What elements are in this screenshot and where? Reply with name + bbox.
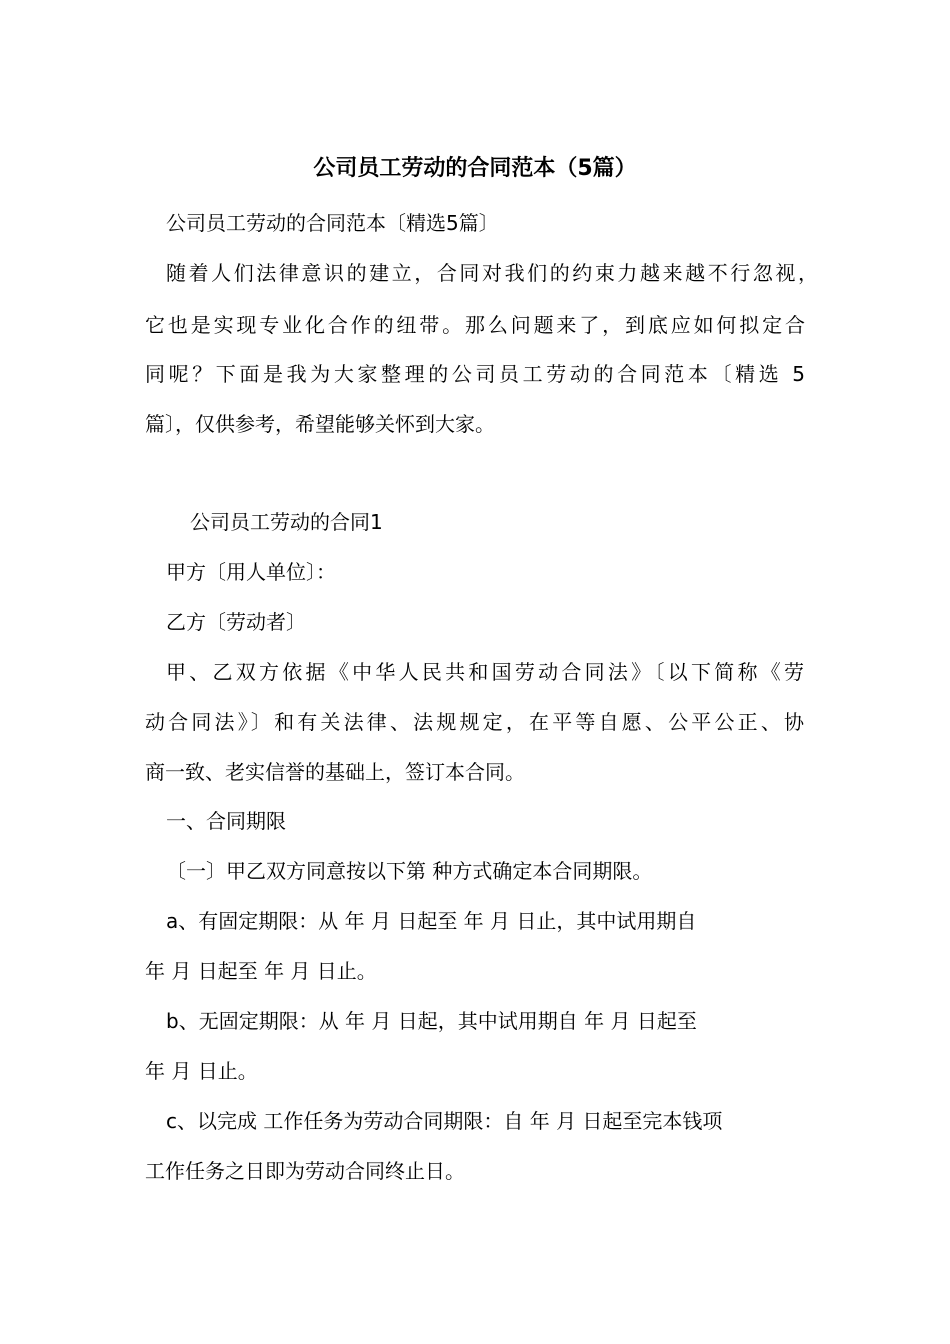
section-heading: 公司员工劳动的合同1 <box>190 510 383 534</box>
option-a-line: a、有固定期限：从 年 月 日起至 年 月 日止，其中试用期自 <box>166 909 697 933</box>
intro-line: 随着人们法律意识的建立，合同对我们的约束力越来越不行忽视， <box>166 261 818 285</box>
option-c-line: c、以完成 工作任务为劳动合同期限：自 年 月 日起至完本钱项 <box>166 1109 723 1133</box>
basis-line: 甲、乙双方依据《中华人民共和国劳动合同法》〔以下简称《劳 <box>166 660 804 684</box>
document-title: 公司员工劳动的合同范本（5篇） <box>313 156 637 181</box>
party-b-line: 乙方〔劳动者〕 <box>166 610 306 634</box>
document-subtitle: 公司员工劳动的合同范本〔精选5篇〕 <box>166 211 499 235</box>
intro-line: 同呢？下面是我为大家整理的公司员工劳动的合同范本〔精选 5 <box>145 362 805 386</box>
option-b-line: b、无固定期限：从 年 月 日起，其中试用期自 年 月 日起至 <box>166 1009 697 1033</box>
basis-line: 动合同法》〕和有关法律、法规规定，在平等自愿、公平公正、协 <box>145 710 804 734</box>
party-a-line: 甲方〔用人单位〕： <box>166 560 336 584</box>
basis-line: 商一致、老实信誉的基础上，签订本合同。 <box>145 760 525 784</box>
intro-line: 它也是实现专业化合作的纽带。那么问题来了，到底应如何拟定合 <box>145 313 805 337</box>
option-b-line: 年 月 日止。 <box>145 1059 258 1083</box>
intro-line: 篇〕，仅供参考，希望能够关怀到大家。 <box>145 412 495 436</box>
clause-1-heading: 一、合同期限 <box>166 809 286 833</box>
option-a-line: 年 月 日起至 年 月 日止。 <box>145 959 377 983</box>
clause-1-1: 〔一〕甲乙双方同意按以下第 种方式确定本合同期限。 <box>166 859 653 883</box>
option-c-line: 工作任务之日即为劳动合同终止日。 <box>145 1159 465 1183</box>
